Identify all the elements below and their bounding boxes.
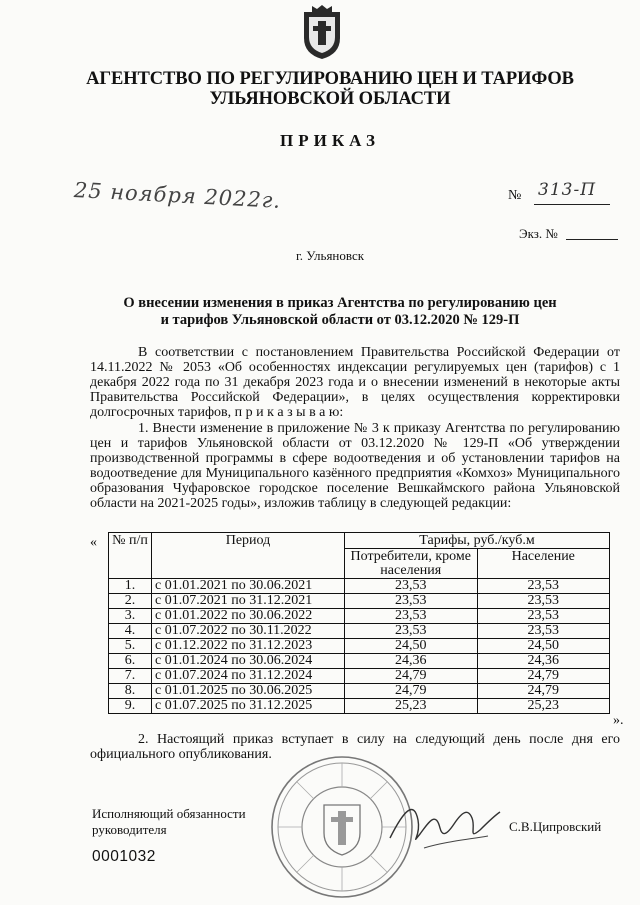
row-number: 6. xyxy=(109,654,152,669)
row-consumers-tariff: 24,79 xyxy=(345,669,478,684)
header-number: № п/п xyxy=(109,533,152,579)
city: г. Ульяновск xyxy=(295,248,365,263)
row-population-tariff: 23,53 xyxy=(477,609,610,624)
row-consumers-tariff: 23,53 xyxy=(345,594,478,609)
row-consumers-tariff: 24,50 xyxy=(345,639,478,654)
row-number: 7. xyxy=(109,669,152,684)
row-population-tariff: 23,53 xyxy=(477,594,610,609)
copy-number-label: Экз. № xyxy=(519,226,558,241)
row-consumers-tariff: 24,36 xyxy=(345,654,478,669)
row-period: с 01.12.2022 по 31.12.2023 xyxy=(152,639,345,654)
row-number: 5. xyxy=(109,639,152,654)
signatory-role xyxy=(92,806,282,838)
role-line-2: руководителя xyxy=(92,822,167,837)
row-number: 8. xyxy=(109,684,152,699)
row-number: 3. xyxy=(109,609,152,624)
agency-name xyxy=(60,69,600,109)
row-consumers-tariff: 25,23 xyxy=(345,699,478,714)
row-population-tariff: 23,53 xyxy=(477,579,610,594)
copy-number-underline xyxy=(566,239,618,240)
table-quote-open: « xyxy=(90,535,97,550)
row-period: с 01.07.2024 по 31.12.2024 xyxy=(152,669,345,684)
table-row xyxy=(109,579,610,594)
number-underline xyxy=(534,204,610,205)
item-1-paragraph: 1. Внести изменение в приложение № 3 к приказу Агентства по регулированию цен и тарифов Ульяновской области от 03.12.2020 № 129-П «Об утверждении производственной программы в сфере водоотведения и об установлении тарифов на водоотведение для Муниципального казённого предприятия «Комхоз» Муниципального образования Чуфаровское городское поселение Вешкаймского района Ульяновской области на 2021-2025 годы», изложив таблицу в следующей редакции: xyxy=(90,421,620,511)
document-type: ПРИКАЗ xyxy=(280,131,380,150)
row-population-tariff: 25,23 xyxy=(477,699,610,714)
tariff-table-body xyxy=(109,579,610,714)
handwritten-signature-icon xyxy=(384,790,504,860)
subject-line-2: и тарифов Ульяновской области от 03.12.2020 № 129-П xyxy=(160,312,520,328)
coat-of-arms-icon xyxy=(300,4,344,60)
row-consumers-tariff: 23,53 xyxy=(345,579,478,594)
row-population-tariff: 24,36 xyxy=(477,654,610,669)
number-label: № xyxy=(508,188,522,203)
header-population: Население xyxy=(477,549,610,579)
preamble-paragraph: В соответствии с постановлением Правительства Российской Федерации от 14.11.2022 № 2053 «Об особенностях индексации регулируемых цен (тарифов) с 1 декабря 2022 года по 31 декабря 2023 года и о внесении изменений в некоторые акты Правительства Российской Федерации», в целях осуществления корректировки долгосрочных тарифов, п р и к а з ы в а ю: xyxy=(90,345,620,420)
agency-line-2: УЛЬЯНОВСКОЙ ОБЛАСТИ xyxy=(209,89,451,109)
tariff-table xyxy=(108,532,610,714)
table-row xyxy=(109,669,610,684)
row-number: 1. xyxy=(109,579,152,594)
table-row xyxy=(109,639,610,654)
row-population-tariff: 23,53 xyxy=(477,624,610,639)
row-period: с 01.01.2024 по 30.06.2024 xyxy=(152,654,345,669)
header-tariffs: Тарифы, руб./куб.м xyxy=(345,533,610,549)
row-period: с 01.01.2025 по 30.06.2025 xyxy=(152,684,345,699)
row-period: с 01.07.2025 по 31.12.2025 xyxy=(152,699,345,714)
handwritten-number: 313-П xyxy=(538,180,597,200)
row-population-tariff: 24,79 xyxy=(477,684,610,699)
table-row xyxy=(109,609,610,624)
row-consumers-tariff: 24,79 xyxy=(345,684,478,699)
row-consumers-tariff: 23,53 xyxy=(345,624,478,639)
table-row xyxy=(109,624,610,639)
role-line-1: Исполняющий обязанности xyxy=(92,806,246,821)
table-row xyxy=(109,654,610,669)
row-number: 2. xyxy=(109,594,152,609)
subject-line-1: О внесении изменения в приказ Агентства по регулированию цен xyxy=(123,295,557,311)
row-number: 9. xyxy=(109,699,152,714)
row-period: с 01.01.2021 по 30.06.2021 xyxy=(152,579,345,594)
row-period: с 01.07.2021 по 31.12.2021 xyxy=(152,594,345,609)
header-consumers: Потребители, кроме населения xyxy=(345,549,478,579)
row-period: с 01.01.2022 по 30.06.2022 xyxy=(152,609,345,624)
handwritten-date: 25 ноября 2022г. xyxy=(73,178,282,213)
order-subject xyxy=(90,295,590,329)
table-row xyxy=(109,594,610,609)
row-period: с 01.07.2022 по 30.11.2022 xyxy=(152,624,345,639)
header-period: Период xyxy=(152,533,345,579)
table-row xyxy=(109,684,610,699)
row-consumers-tariff: 23,53 xyxy=(345,609,478,624)
registration-number: 0001032 xyxy=(92,848,156,865)
signatory-name: С.В.Ципровский xyxy=(509,819,602,834)
table-quote-close: ». xyxy=(613,713,624,728)
agency-line-1: АГЕНТСТВО ПО РЕГУЛИРОВАНИЮ ЦЕН И ТАРИФОВ xyxy=(86,69,574,89)
row-population-tariff: 24,50 xyxy=(477,639,610,654)
item-2-paragraph: 2. Настоящий приказ вступает в силу на следующий день после дня его официального опубликования. xyxy=(90,732,620,762)
row-number: 4. xyxy=(109,624,152,639)
row-population-tariff: 24,79 xyxy=(477,669,610,684)
table-row xyxy=(109,699,610,714)
